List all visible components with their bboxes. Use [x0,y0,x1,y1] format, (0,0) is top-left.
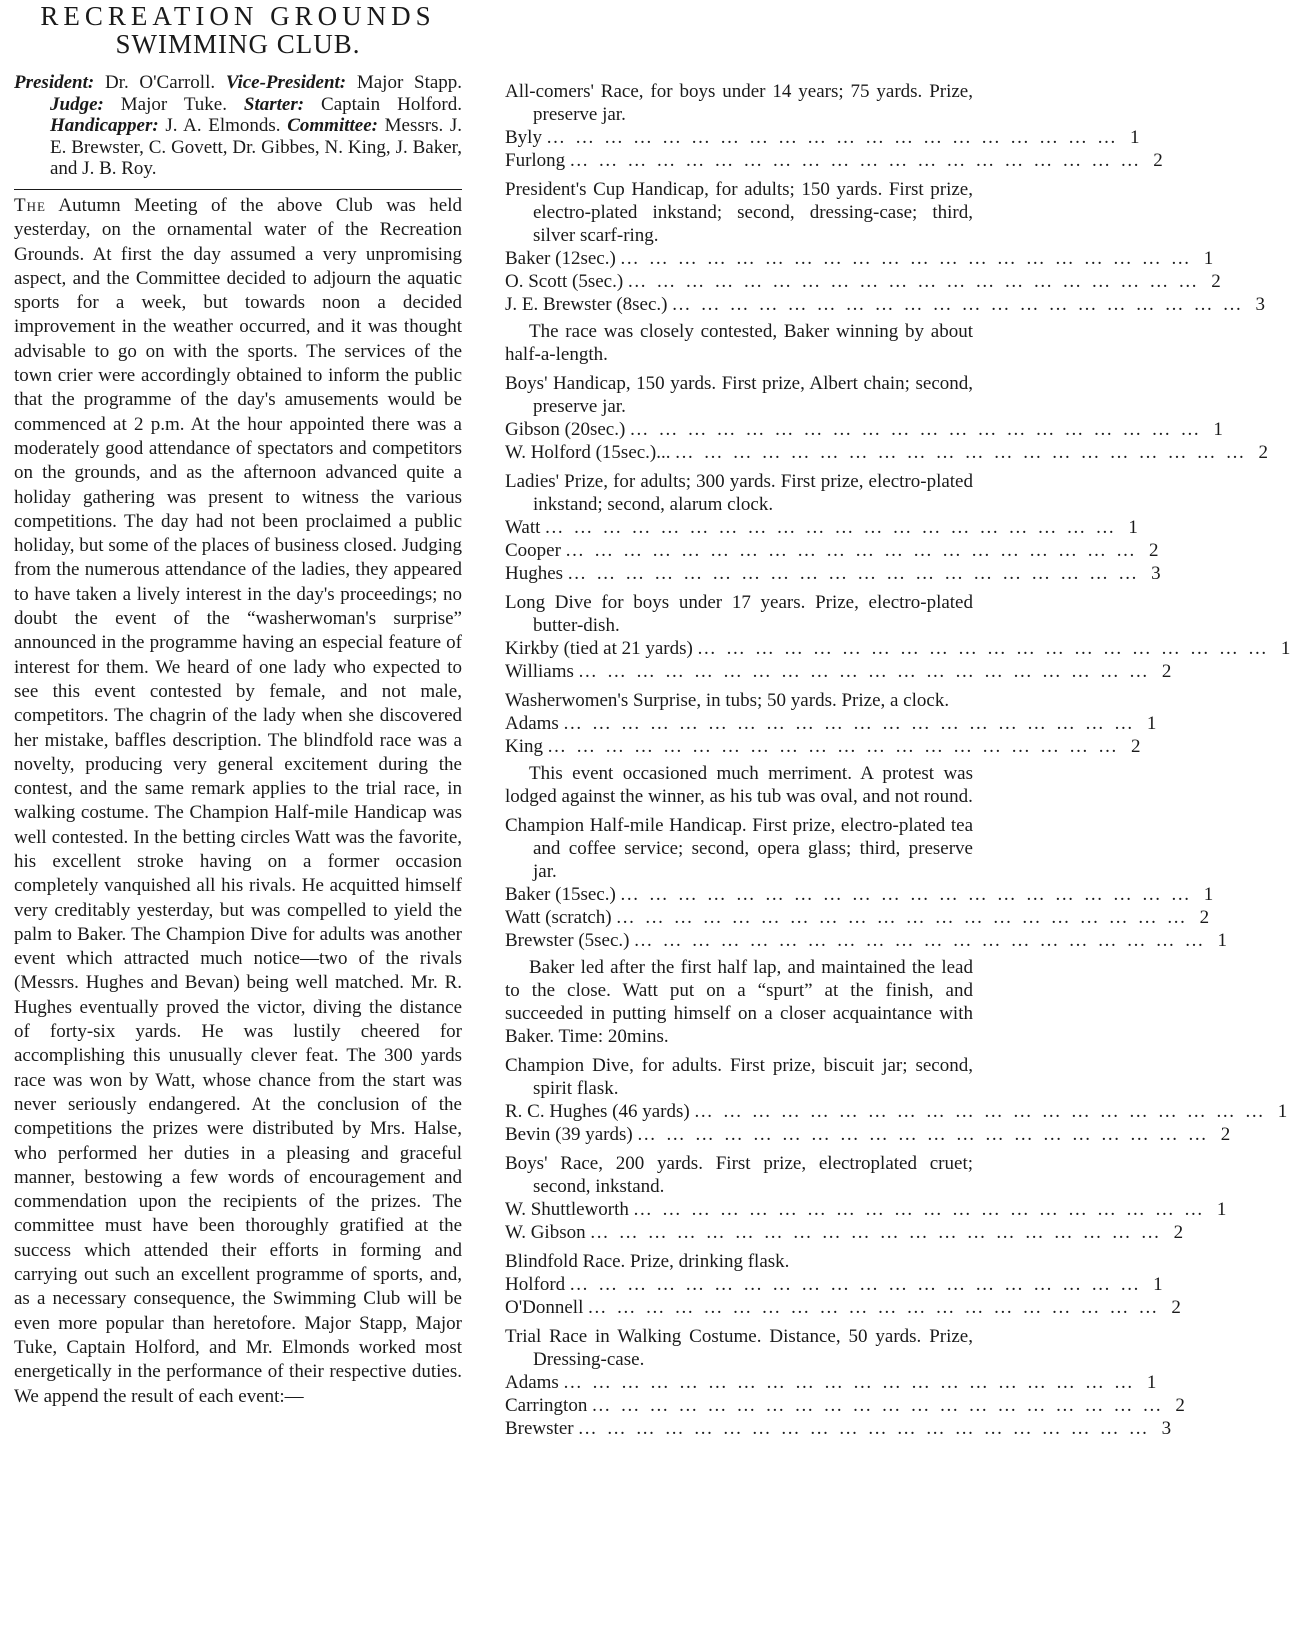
result-row [505,1100,1288,1123]
competitor-name: Adams [505,1372,559,1393]
result-row [505,1296,1181,1319]
finish-place: 1 [1146,713,1157,734]
event-block [505,1325,1185,1440]
event-title: Washerwomen's Surprise, in tubs; 50 yards. Prize, a clock. [505,690,950,711]
committee-names: Messrs. J. E. Brewster, C. Govett, Dr. Gibbes, N. King, J. Baker, and J. B. Roy. [50,115,463,180]
event-title: Boys' Handicap, 150 yards. First prize, Albert chain; second, preserve jar. [505,373,973,417]
competitor-name: Brewster [505,1418,574,1439]
event-title: Trial Race in Walking Costume. Distance, 50 yards. Prize, Dressing-case. [505,1326,973,1370]
leader-dots: …………………………………………………… [562,713,1143,734]
competitor-name: Cooper [505,540,561,561]
leader-dots: …………………………………………………… [545,127,1126,148]
event-block [505,1054,1288,1146]
officials-list [14,72,462,180]
committee-role: Committee: [287,115,378,137]
finish-place: 2 [1175,1395,1185,1416]
article-text: Autumn Meeting of the above Club was held yesterday, on the ornamental water of the Recreation Grounds. At first the day assumed a very unpromising aspect, and the Committee decided to adjourn the aquatic sports for a week, but towards noon a decided improvement in the weather occurred, and it was thought advisable to go on with the sports. The services of the town crier were accordingly obtained to inform the public that the programme of the day's amusements would be commenced at 2 p.m. At the hour appointed there was a moderately good attendance of spectators and competitors on the grounds, and as the afternoon advanced quite a holiday gathering was present to witness the various competitions. The day had not been proclaimed a public holiday, but some of the places of business closed. Judging from the numerous attendance of the ladies, they appeared to have taken a lively interest in the day's proceedings; no doubt the event of the “washerwoman's surprise” announced in the programme having an especial feature of interest for them. We heard of one lady who expected to see this event contested by female, and not male, competitors. The chagrin of the lady when she discovered her mistake, baffles description. The blindfold race was a novelty, producing very general excitement during the contest, and the same remark applies to the trial race, in walking costume. The Champion Half-mile Handicap was well contested. In the betting circles Watt was the favorite, his excellent stroke having on a former occasion completely vanquished all his rivals. He acquitted himself very creditably yesterday, but was compelled to yield the palm to Baker. The Champion Dive for adults was another event which attracted much notice—two of the rivals (Messrs. Hughes and Bevan) being well matched. Mr. R. Hughes eventually proved the victor, diving the distance of forty-six yards. He was lustily cheered for accomplishing this unusually clever feat. The 300 yards race was won by Watt, whose chance from the start was never seriously endangered. At the conclusion of the competitions the prizes were distributed by Mrs. Halse, who performed her duties in a pleasing and graceful manner, bestowing a few words of encouragement and commendation upon the recipients of the prizes. The committee must have been thoroughly gratified at the success which attended their efforts in forming and carrying out such an excellent programme of sports, and, as a necessary consequence, the Swimming Club will be even more popular than heretofore. Major Stapp, Major Tuke, Captain Holford, and Mr. Elmonds worked most energetically in the performance of their respective duties. We append the result of each event:— [14,194,463,1407]
finish-place: 2 [1258,442,1269,463]
finish-place: 1 [1203,248,1214,269]
competitor-name: R. C. Hughes (46 yards) [505,1101,690,1122]
competitor-name: Williams [505,661,574,682]
headline-line-2: SWIMMING CLUB. [115,29,361,59]
leader-dots: …………………………………………………… [587,1297,1168,1318]
divider-rule [14,189,462,190]
headline [14,2,462,30]
leader-dots: …………………………………………………… [547,736,1127,757]
finish-place: 2 [1153,150,1163,171]
leader-dots: …………………………………………………… [633,930,1214,951]
competitor-name: Brewster (5sec.) [505,930,630,951]
leader-dots: …………………………………………………… [693,1101,1274,1122]
finish-place: 1 [1146,1372,1157,1393]
competitor-name: Baker (15sec.) [505,884,616,905]
result-row [505,883,1214,906]
leader-dots: …………………………………………………… [674,442,1255,463]
finish-place: 2 [1211,271,1221,292]
competitor-name: J. E. Brewster (8sec.) [505,294,668,315]
headline-line-2-block [14,30,462,58]
vice-president-role: Vice-President: [225,72,347,93]
result-row [505,149,1163,172]
finish-place: 1 [1280,638,1290,659]
leader-dots: …………………………………………………… [569,1274,1150,1295]
president-name: Dr. O'Carroll. [104,72,216,93]
handicapper-role: Handicapper: [50,115,159,137]
event-block [505,689,1157,808]
competitor-name: Byly [505,127,542,148]
event-note: The race was closely contested, Baker winning by about half-a-length. [505,321,973,365]
leader-dots: …………………………………………………… [696,638,1277,659]
finish-place: 1 [1216,1199,1227,1220]
headline-line-1: RECREATION GROUNDS [40,1,436,31]
event-block [505,1250,1181,1319]
result-row [505,418,1223,441]
competitor-name: Hughes [505,563,564,584]
competitor-name: Adams [505,713,559,734]
article-body [14,194,462,1409]
competitor-name: O'Donnell [505,1297,584,1318]
result-row [505,1198,1227,1221]
leader-dots: …………………………………………………… [591,1395,1172,1416]
result-row [505,270,1221,293]
article-lead-word: The [14,194,46,216]
result-row [505,293,1266,316]
finish-place: 2 [1171,1297,1181,1318]
event-note: This event occasioned much merriment. A protest was lodged against the winner, as his tub was oval, and not round. [505,763,973,807]
competitor-name: Gibson (20sec.) [505,419,626,440]
finish-place: 1 [1203,884,1214,905]
leader-dots: …………………………………………………… [636,1124,1217,1145]
starter-role: Starter: [243,93,305,115]
leader-dots: …………………………………………………… [619,248,1200,269]
event-title: Boys' Race, 200 yards. First prize, electroplated cruet; second, inkstand. [505,1153,973,1197]
result-row [505,637,1290,660]
competitor-name: W. Holford (15sec.)... [505,442,671,463]
event-block [505,372,1269,464]
event-title: Long Dive for boys under 17 years. Prize, electro-plated butter-dish. [505,592,973,636]
event-title: Ladies' Prize, for adults; 300 yards. First prize, electro-plated inkstand; second, alarum clock. [505,471,973,515]
finish-place: 2 [1220,1124,1231,1145]
event-title: President's Cup Handicap, for adults; 150 yards. First prize, electro-plated inkstand; second, dressing-case; third, silver scarf-ring. [505,179,973,246]
competitor-name: Bevin (39 yards) [505,1124,633,1145]
finish-place: 2 [1148,540,1159,561]
leader-dots: …………………………………………………… [589,1222,1170,1243]
finish-place: 2 [1161,661,1172,682]
event-title: Blindfold Race. Prize, drinking flask. [505,1251,790,1272]
handicapper-name: J. A. Elmonds. [165,115,281,137]
result-row [505,735,1141,758]
competitor-name: Watt [505,517,541,538]
judge-role: Judge: [50,93,104,115]
leader-dots: …………………………………………………… [632,1199,1213,1220]
result-row [505,1394,1185,1417]
leader-dots: …………………………………………………… [619,884,1200,905]
finish-place: 2 [1131,736,1141,757]
leader-dots: …………………………………………………… [544,517,1125,538]
event-title: All-comers' Race, for boys under 14 years; 75 yards. Prize, preserve jar. [505,81,973,125]
leader-dots: …………………………………………………… [564,540,1145,561]
finish-place: 3 [1151,563,1161,584]
result-row [505,247,1214,270]
event-block [505,80,1163,172]
event-block [505,178,1266,366]
competitor-name: King [505,736,543,757]
event-block [505,814,1228,1048]
finish-place: 2 [1173,1222,1184,1243]
result-row [505,1417,1172,1440]
president-role: President: [14,72,95,93]
event-block [505,591,1290,683]
finish-place: 1 [1129,127,1140,148]
result-row [505,1371,1157,1394]
result-row [505,660,1172,683]
result-row [505,929,1228,952]
results-column [505,74,1290,1440]
judge-name: Major Tuke. [120,93,227,115]
leader-dots: …………………………………………………… [577,661,1158,682]
competitor-name: Carrington [505,1395,588,1416]
competitor-name: W. Gibson [505,1222,586,1243]
competitor-name: W. Shuttleworth [505,1199,629,1220]
competitor-name: Baker (12sec.) [505,248,616,269]
finish-place: 2 [1199,907,1210,928]
leader-dots: …………………………………………………… [671,294,1252,315]
competitor-name: Furlong [505,150,566,171]
competitor-name: Kirkby (tied at 21 yards) [505,638,693,659]
finish-place: 1 [1217,930,1228,951]
competitor-name: Watt (scratch) [505,907,612,928]
leader-dots: …………………………………………………… [569,150,1150,171]
result-row [505,516,1138,539]
event-block [505,1152,1227,1244]
event-block [505,470,1161,585]
leader-dots: …………………………………………………… [615,907,1196,928]
leader-dots: …………………………………………………… [577,1418,1158,1439]
result-row [505,562,1161,585]
finish-place: 3 [1161,1418,1172,1439]
finish-place: 1 [1213,419,1223,440]
finish-place: 3 [1255,294,1266,315]
result-row [505,906,1210,929]
competitor-name: Holford [505,1274,566,1295]
starter-name: Captain Holford. [321,93,462,115]
result-row [505,441,1269,464]
vice-president-name: Major Stapp. [356,72,463,93]
competitor-name: O. Scott (5sec.) [505,271,624,292]
finish-place: 1 [1277,1101,1288,1122]
result-row [505,539,1159,562]
result-row [505,1123,1231,1146]
result-row [505,1221,1184,1244]
left-column [14,0,462,1409]
leader-dots: …………………………………………………… [627,271,1208,292]
event-title: Champion Half-mile Handicap. First prize, electro-plated tea and coffee service; second, opera glass; third, preserve jar. [505,815,973,882]
leader-dots: …………………………………………………… [562,1372,1143,1393]
leader-dots: …………………………………………………… [629,419,1210,440]
event-note: Baker led after the first half lap, and maintained the lead to the close. Watt put on a “spurt” at the finish, and succeeded in putting himself on a closer acquaintance with Baker. Time: 20mins. [505,957,973,1047]
event-title: Champion Dive, for adults. First prize, biscuit jar; second, spirit flask. [505,1055,973,1099]
leader-dots: …………………………………………………… [567,563,1148,584]
result-row [505,1273,1163,1296]
result-row [505,712,1157,735]
finish-place: 1 [1128,517,1138,538]
finish-place: 1 [1153,1274,1163,1295]
result-row [505,126,1140,149]
